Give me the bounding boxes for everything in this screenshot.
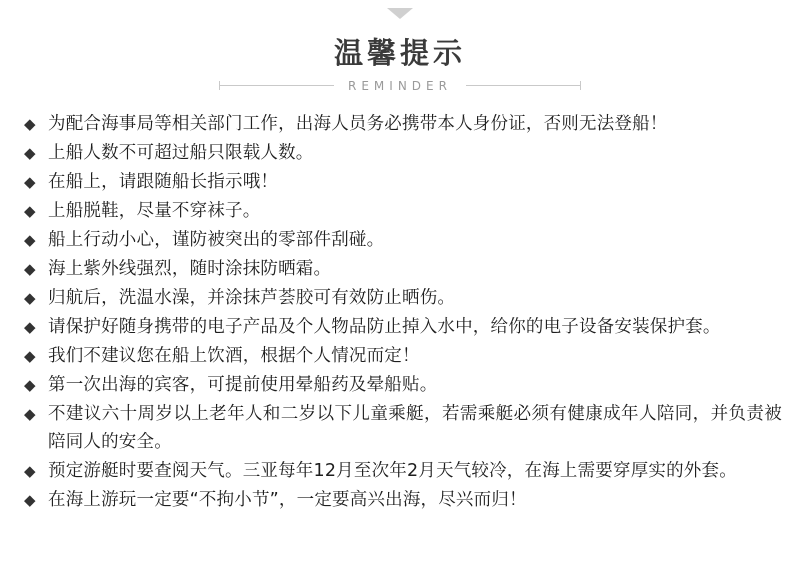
diamond-bullet-icon: ◆ (24, 144, 36, 162)
list-item-text: 上船脱鞋，尽量不穿袜子。 (48, 201, 261, 221)
diamond-bullet-icon: ◆ (24, 115, 36, 133)
list-item (22, 457, 782, 485)
list-item-text: 请保护好随身携带的电子产品及个人物品防止掉入水中，给你的电子设备安装保护套。 (48, 317, 721, 337)
diamond-bullet-icon: ◆ (24, 462, 36, 480)
reminder-list (22, 110, 782, 515)
list-item (22, 371, 782, 399)
list-item-text: 预定游艇时要查阅天气。三亚每年12月至次年2月天气较冷，在海上需要穿厚实的外套。 (48, 461, 737, 481)
divider-left (219, 85, 334, 86)
diamond-bullet-icon: ◆ (24, 260, 36, 278)
list-item-text: 归航后，洗温水澡，并涂抹芦荟胶可有效防止晒伤。 (48, 288, 456, 308)
diamond-bullet-icon: ◆ (24, 231, 36, 249)
list-item-text: 上船人数不可超过船只限载人数。 (48, 143, 314, 163)
list-item (22, 255, 782, 283)
list-item (22, 284, 782, 312)
list-item-text: 船上行动小心，谨防被突出的零部件刮碰。 (48, 230, 385, 250)
document-header (0, 38, 800, 93)
list-item (22, 342, 782, 370)
list-item (22, 168, 782, 196)
diamond-bullet-icon: ◆ (24, 491, 36, 509)
list-item-text: 在海上游玩一定要“不拘小节”，一定要高兴出海，尽兴而归！ (48, 490, 527, 510)
divider-right (466, 85, 581, 86)
list-item (22, 486, 782, 514)
list-item-text: 海上紫外线强烈，随时涂抹防晒霜。 (48, 259, 332, 279)
diamond-bullet-icon: ◆ (24, 405, 36, 423)
diamond-bullet-icon: ◆ (24, 289, 36, 307)
diamond-bullet-icon: ◆ (24, 347, 36, 365)
page-subtitle: REMINDER (348, 78, 452, 93)
list-item (22, 313, 782, 341)
list-item (22, 400, 782, 456)
list-item (22, 226, 782, 254)
list-item (22, 197, 782, 225)
list-item-text: 我们不建议您在船上饮酒，根据个人情况而定！ (48, 346, 420, 366)
diamond-bullet-icon: ◆ (24, 318, 36, 336)
list-item-text: 第一次出海的宾客，可提前使用晕船药及晕船贴。 (48, 375, 438, 395)
subtitle-row (0, 79, 800, 93)
list-item-text: 不建议六十周岁以上老年人和二岁以下儿童乘艇，若需乘艇必须有健康成年人陪同，并负责被陪同人的安全。 (48, 404, 782, 452)
diamond-bullet-icon: ◆ (24, 202, 36, 220)
list-item (22, 110, 782, 138)
diamond-bullet-icon: ◆ (24, 376, 36, 394)
triangle-down-icon (387, 8, 413, 19)
list-item-text: 在船上，请跟随船长指示哦！ (48, 172, 279, 192)
list-item (22, 139, 782, 167)
diamond-bullet-icon: ◆ (24, 173, 36, 191)
list-item-text: 为配合海事局等相关部门工作，出海人员务必携带本人身份证，否则无法登船！ (48, 114, 668, 134)
page-title: 温馨提示 (333, 36, 466, 70)
